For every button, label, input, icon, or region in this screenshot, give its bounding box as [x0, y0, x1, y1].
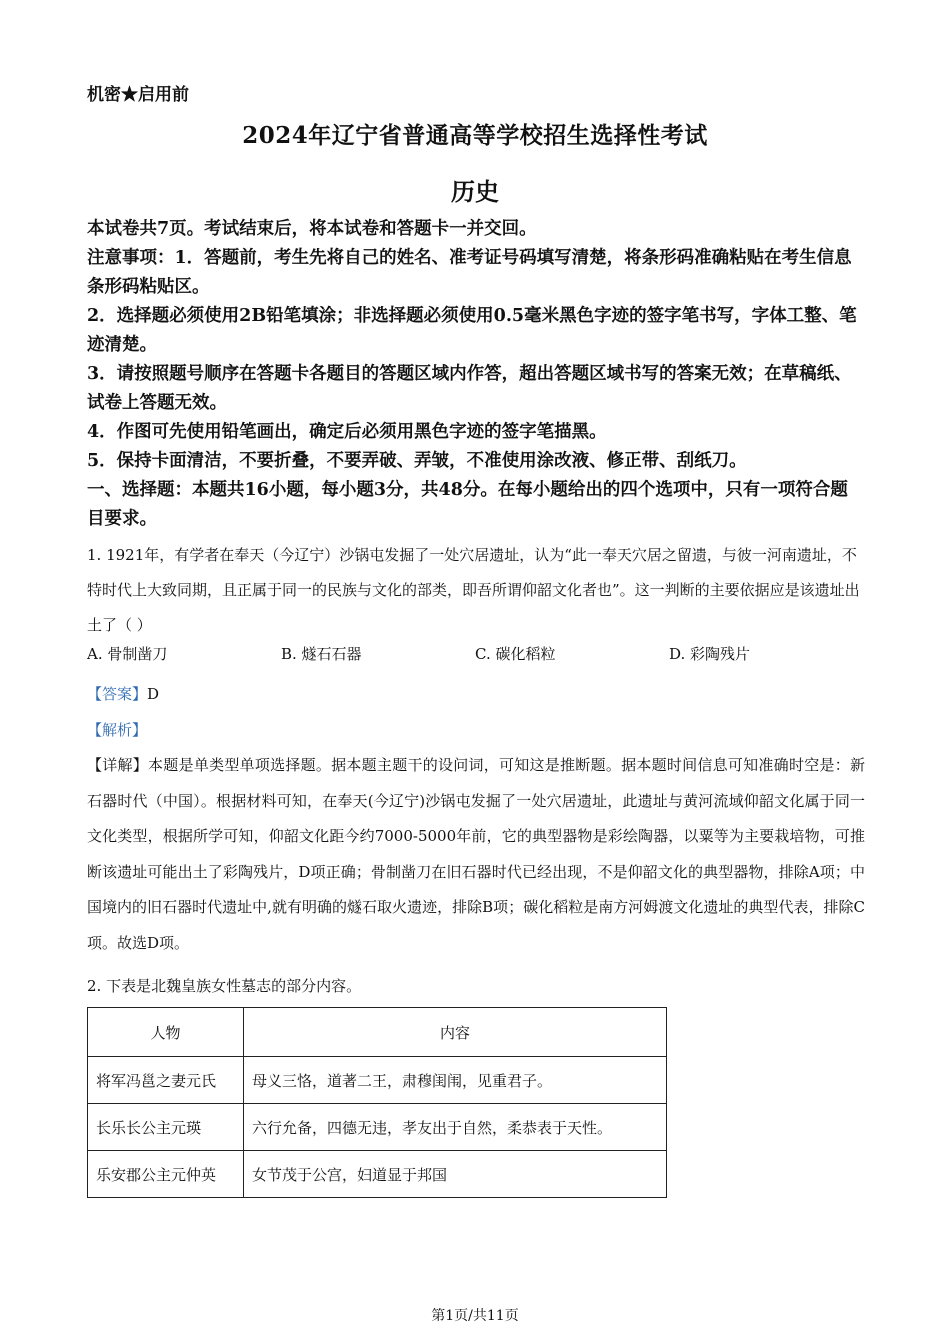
- question-2-stem: 2. 下表是北魏皇族女性墓志的部分内容。: [87, 977, 362, 995]
- table-row: [88, 1104, 667, 1151]
- question-1-answer: [87, 683, 159, 704]
- question-1-stem: 1. 1921年，有学者在奉天（今辽宁）沙锅屯发掘了一处穴居遗址，认为“此一奉天穴居之留遗，与彼一河南遗址，不特时代上大致同期，且正属于同一的民族与文化的部类，即吾所谓仰韶文化者也”。这一判断的主要依据应是该遗址出土了（ ）: [87, 546, 860, 634]
- instruction-line: 2．选择题必须使用2B铅笔填涂；非选择题必须使用0.5毫米黑色字迹的签字笔书写，字体工整、笔迹清楚。: [87, 306, 857, 355]
- instruction-line: 本试卷共7页。考试结束后，将本试卷和答题卡一并交回。: [87, 219, 537, 239]
- answer-label: 【答案】: [87, 685, 148, 703]
- answer-value: D: [147, 685, 160, 703]
- option-a: A. 骨制凿刀: [87, 645, 168, 663]
- analysis-label: 【解析】: [87, 721, 148, 739]
- cell-person: 将军冯邕之妻元氏: [88, 1057, 244, 1104]
- detail-paragraph: [87, 748, 865, 961]
- section-heading: 一、选择题：本题共16小题，每小题3分，共48分。在每小题给出的四个选项中，只有一项符合题目要求。: [87, 480, 848, 529]
- cell-content: 女节茂于公宫，妇道显于邦国: [244, 1151, 667, 1198]
- subject-title: 历史: [451, 177, 499, 206]
- secret-label: 机密★启用前: [87, 85, 189, 105]
- instruction-line: 4．作图可先使用铅笔画出，确定后必须用黑色字迹的签字笔描黑。: [87, 422, 607, 442]
- option-d: D. 彩陶残片: [669, 645, 751, 663]
- column-header-content: 内容: [244, 1008, 667, 1057]
- instruction-line: 3．请按照题号顺序在答题卡各题目的答题区域内作答，超出答题区域书写的答案无效；在草稿纸、试卷上答题无效。: [87, 364, 852, 413]
- instruction-line: 5．保持卡面清洁，不要折叠，不要弄破、弄皱，不准使用涂改液、修正带、刮纸刀。: [87, 451, 747, 471]
- option-b: B. 燧石石器: [281, 645, 362, 663]
- table-header-row: [88, 1008, 667, 1057]
- table-row: [88, 1151, 667, 1198]
- table-row: [88, 1057, 667, 1104]
- cell-content: 六行允备，四德无违，孝友出于自然，柔恭表于天性。: [244, 1104, 667, 1151]
- cell-content: 母义三恪，道著二王，肃穆闺闱，见重君子。: [244, 1057, 667, 1104]
- page-indicator: 第1页/共11页: [431, 1308, 519, 1324]
- question-1-detail: [87, 748, 865, 961]
- option-c: C. 碳化稻粒: [475, 645, 556, 663]
- cell-person: 乐安郡公主元仲英: [88, 1151, 244, 1198]
- epitaph-table: [87, 1007, 667, 1198]
- cell-person: 长乐长公主元瑛: [88, 1104, 244, 1151]
- exam-instructions: [87, 215, 865, 534]
- detail-label: 【详解】: [87, 756, 149, 774]
- detail-text: 本题是单类型单项选择题。据本题主题干的设问词，可知这是推断题。据本题时间信息可知准确时空是：新石器时代（中国）。根据材料可知，在奉天(今辽宁)沙锅屯发掘了一处穴居遗址，此遗址与黄河流域仰韶文化属于同一文化类型，根据所学可知，仰韶文化距今约7000-5000年前，它的典型器物是彩绘陶器，以粟等为主要栽培物，可推断该遗址可能出土了彩陶残片，D项正确；骨制凿刀在旧石器时代已经出现，不是仰韶文化的典型器物，排除A项；中国境内的旧石器时代遗址中,就有明确的燧石取火遗迹，排除B项；碳化稻粒是南方河姆渡文化遗址的典型代表，排除C项。故选D项。: [87, 756, 865, 952]
- column-header-person: 人物: [88, 1008, 244, 1057]
- question-1-options: [87, 643, 865, 664]
- exam-title: 2024年辽宁省普通高等学校招生选择性考试: [242, 122, 708, 149]
- instruction-line: 注意事项：1．答题前，考生先将自己的姓名、准考证号码填写清楚，将条形码准确粘贴在考生信息条形码粘贴区。: [87, 248, 852, 297]
- question-1: [87, 538, 865, 643]
